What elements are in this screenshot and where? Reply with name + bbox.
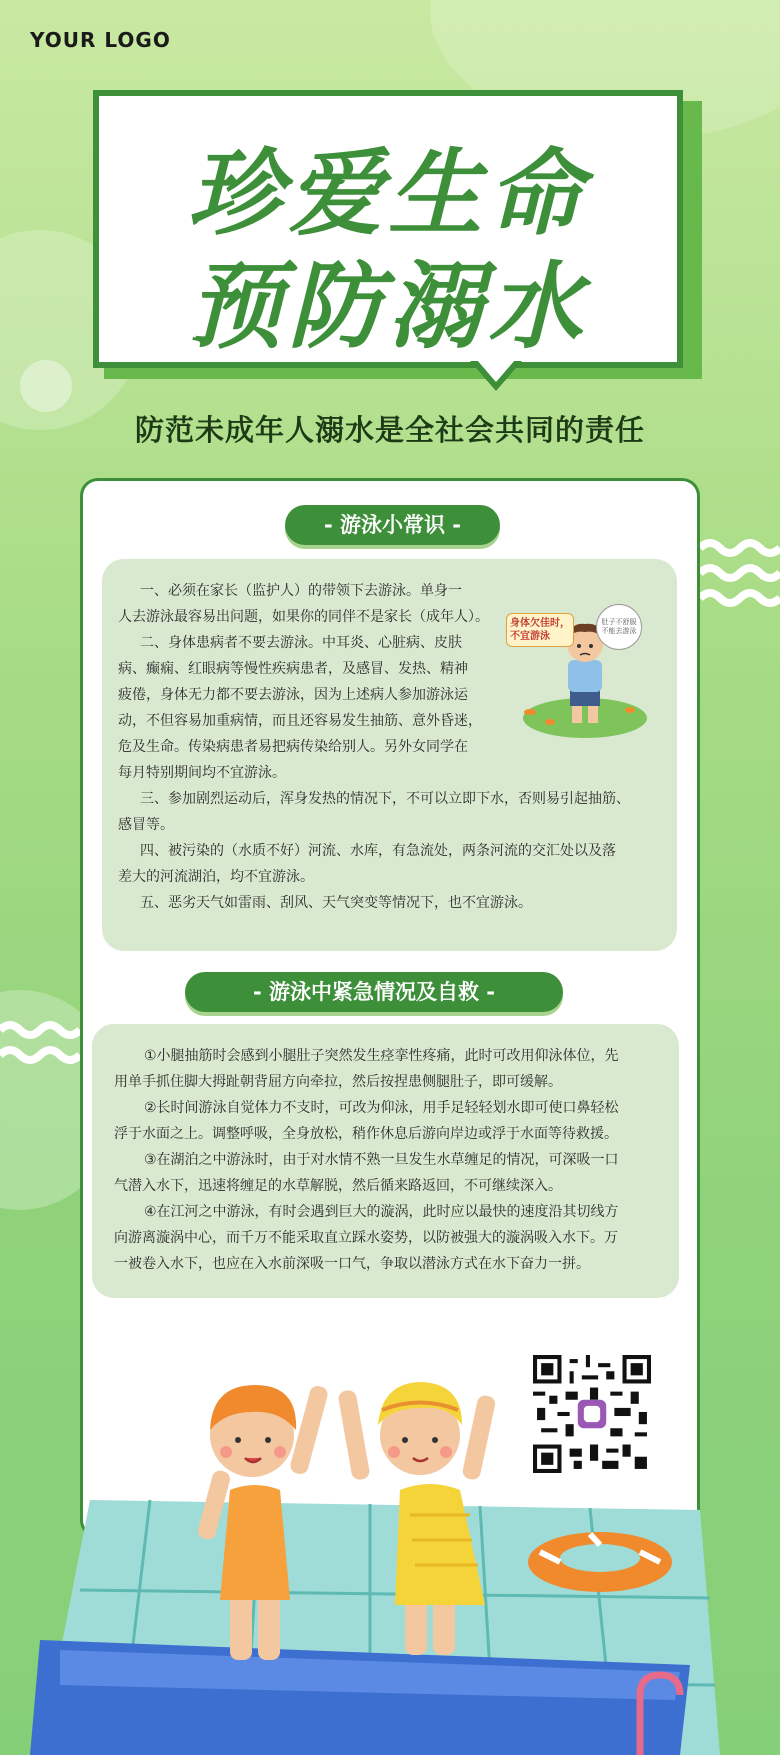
tip-line: 三、参加剧烈运动后，浑身发热的情况下，不可以立即下水，否则易引起抽筋、: [140, 791, 630, 807]
logo-text: YOUR LOGO: [30, 28, 171, 52]
emergency-text: [114, 1043, 674, 1277]
tip-line: 病、癫痫、红眼病等慢性疾病患者，及感冒、发热、精神: [118, 661, 468, 677]
speech-bubble-stomach-text: 肚子不舒服不能去游泳: [601, 618, 637, 635]
pool-swimmers-illustration: [0, 1340, 780, 1755]
subtitle: 防范未成年人溺水是全社会共同的责任: [134, 413, 645, 447]
emergency-line: ④在江河之中游泳，有时会遇到巨大的漩涡，此时应以最快的速度沿其切线方: [144, 1204, 619, 1220]
emergency-line: ②长时间游泳自觉体力不支时，可改为仰泳，用手足轻轻划水即可使口鼻轻松: [144, 1100, 619, 1116]
tip-line: 感冒等。: [118, 817, 174, 833]
emergency-line: ③在湖泊之中游泳时，由于对水情不熟一旦发生水草缠足的情况，可深吸一口: [144, 1152, 619, 1168]
tip-line: 差大的河流湖泊，均不宜游泳。: [118, 869, 314, 885]
section-heading-swim-tips: - 游泳小常识 -: [285, 505, 500, 545]
wave-decoration-left: [0, 1010, 80, 1080]
tip-line: 五、恶劣天气如雷雨、刮风、天气突变等情况下，也不宜游泳。: [140, 895, 532, 911]
tip-line: 危及生命。传染病患者易把病传染给别人。另外女同学在: [118, 739, 468, 755]
tip-line: 一、必须在家长（监护人）的带领下去游泳。单身一: [140, 583, 462, 599]
tip-line: 动，不但容易加重病情，而且还容易发生抽筋、意外昏迷，: [118, 713, 482, 729]
emergency-line: 浮于水面之上。调整呼吸，全身放松，稍作休息后游向岸边或浮于水面等待救援。: [114, 1126, 618, 1142]
emergency-line: 一被卷入水下，也应在入水前深吸一口气，争取以潜泳方式在水下奋力一拼。: [114, 1256, 590, 1272]
wave-decoration-right: [700, 528, 780, 618]
tip-line: 每月特别期间均不宜游泳。: [118, 765, 286, 781]
emergency-line: 用单手抓住脚大拇趾朝背屈方向牵拉，然后按捏患侧腿肚子，即可缓解。: [114, 1074, 562, 1090]
speech-bubble-stomach: [596, 604, 642, 650]
title-box: [93, 90, 683, 368]
speech-bubble-unwell: [506, 613, 574, 647]
background-dot: [20, 360, 72, 412]
title-line-2: 预防溺水: [187, 253, 588, 362]
emergency-line: ①小腿抽筋时会感到小腿肚子突然发生痉挛性疼痛，此时可改用仰泳体位，先: [144, 1048, 619, 1064]
title-notch-inner: [477, 360, 515, 382]
title-line-1: 珍爱生命: [187, 140, 588, 249]
section-heading-emergency: - 游泳中紧急情况及自救 -: [185, 972, 563, 1012]
tip-line: 疲倦，身体无力都不要去游泳，因为上述病人参加游泳运: [118, 687, 468, 703]
tip-line: 二、身体患病者不要去游泳。中耳炎、心脏病、皮肤: [140, 635, 462, 651]
tip-line: 四、被污染的（水质不好）河流、水库，有急流处，两条河流的交汇处以及落: [140, 843, 616, 859]
speech-bubble-unwell-text: 身体欠佳时，不宜游泳: [510, 618, 570, 642]
emergency-line: 向游离漩涡中心，而千万不能采取直立踩水姿势，以防被强大的漩涡吸入水下。万: [114, 1230, 618, 1246]
tip-line: 人去游泳最容易出问题，如果你的同伴不是家长（成年人）。: [118, 609, 489, 625]
emergency-line: 气潜入水下，迅速将缠足的水草解脱，然后循来路返回，不可继续深入。: [114, 1178, 562, 1194]
